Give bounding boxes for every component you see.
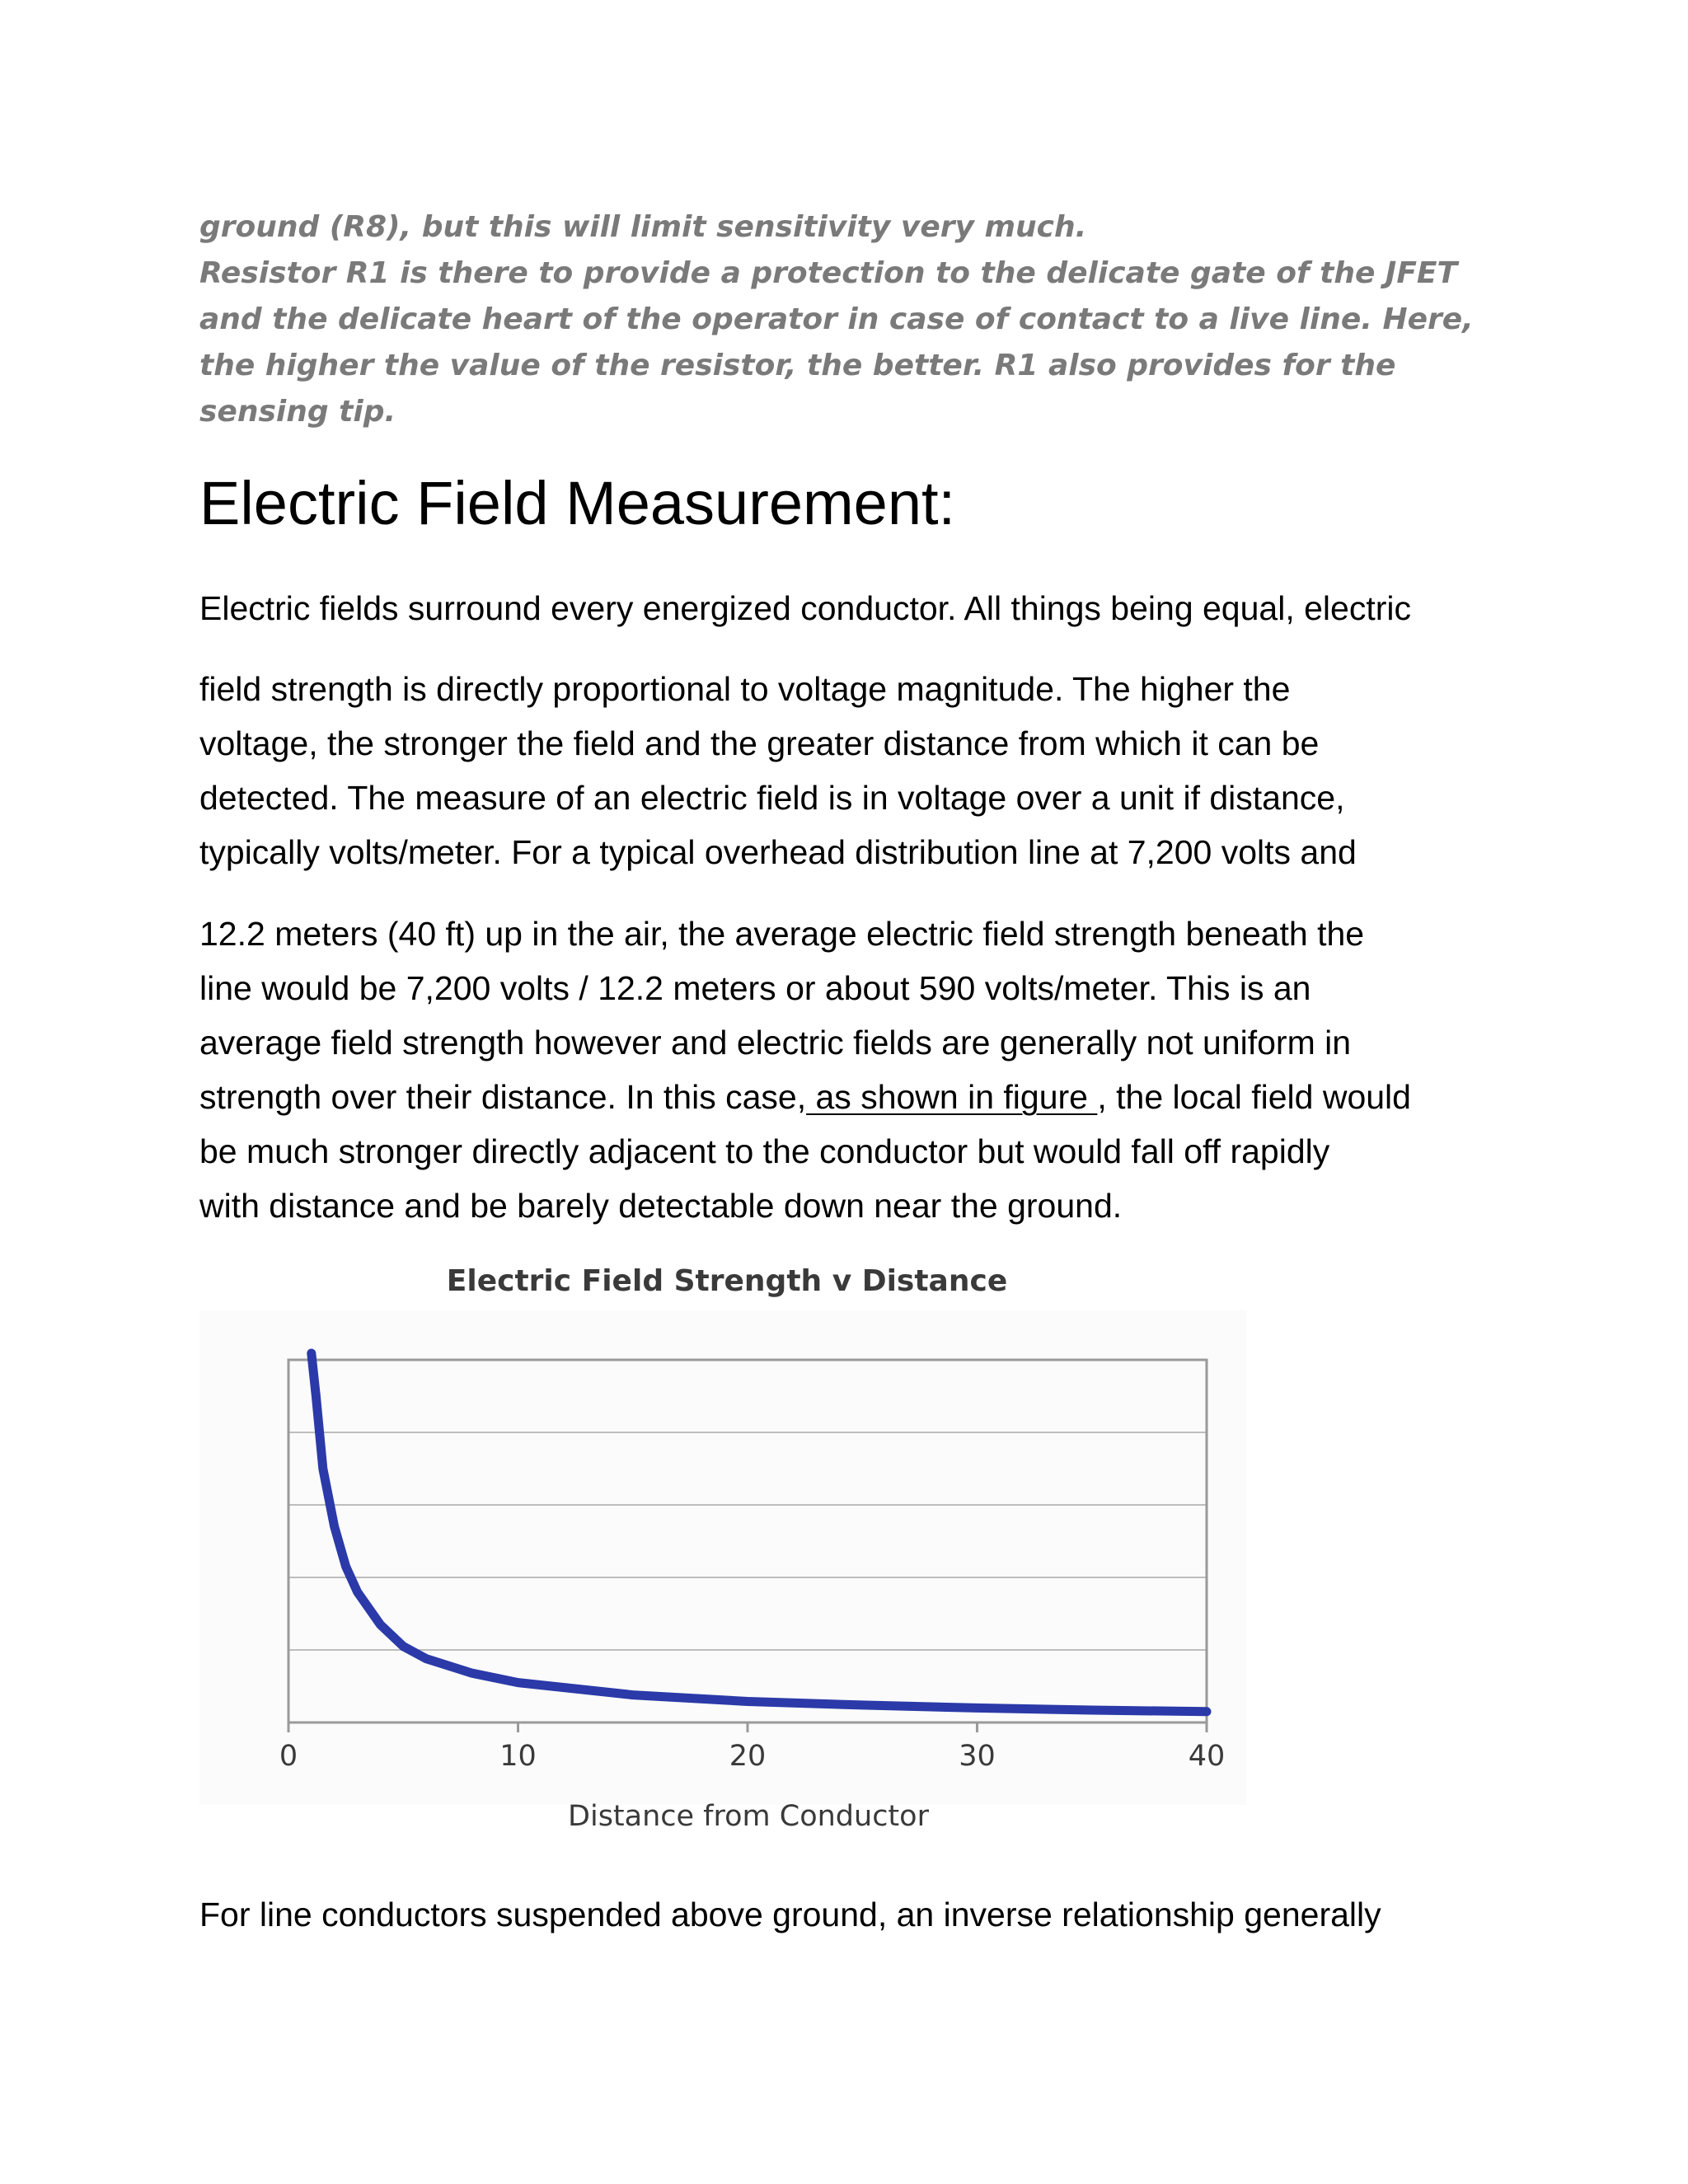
x-tick-label: 20 <box>729 1740 767 1773</box>
intro-line: ground (R8), but this will limit sensitivity very much. <box>199 210 1087 244</box>
x-tick-label: 40 <box>1188 1740 1226 1773</box>
body-line: Electric fields surround every energized conductor. All things being equal, electric <box>199 589 1411 627</box>
x-tick-label: 0 <box>279 1740 298 1773</box>
body-line: typically volts/meter. For a typical overhead distribution line at 7,200 volts and <box>199 833 1357 871</box>
intro-paragraph: Resistor R1 is there to provide a protection to the delicate gate of the JFET and the delicate heart of the operator in case of contact to a live line. Here, the higher the value of the resistor, the better. R1 also provides for the sensing tip. <box>199 256 1474 429</box>
intro-text <box>199 204 1518 435</box>
body-text: strength over their distance. In this case, <box>199 1078 807 1116</box>
x-tick-label: 30 <box>959 1740 996 1773</box>
figure-reference-link[interactable]: as shown in figure <box>806 1078 1098 1116</box>
closing-line: For line conductors suspended above ground, an inverse relationship generally <box>199 1896 1381 1933</box>
body-line: 12.2 meters (40 ft) up in the air, the average electric field strength beneath the <box>199 915 1365 953</box>
body-text: , the local field would <box>1097 1078 1411 1116</box>
body-line: be much stronger directly adjacent to the conductor but would fall off rapidly <box>199 1132 1330 1170</box>
body-line: with distance and be barely detectable down near the ground. <box>199 1187 1123 1225</box>
x-axis-label: Distance from Conductor <box>568 1800 929 1833</box>
body-line: field strength is directly proportional to voltage magnitude. The higher the <box>199 670 1291 708</box>
body-line-with-link <box>199 1076 1411 1118</box>
body-line: line would be 7,200 volts / 12.2 meters or about 590 volts/meter. This is an <box>199 969 1311 1007</box>
body-line: voltage, the stronger the field and the greater distance from which it can be <box>199 724 1320 762</box>
electric-field-chart <box>199 1261 1246 1854</box>
section-heading: Electric Field Measurement: <box>199 469 956 537</box>
chart-background <box>199 1310 1246 1805</box>
body-line: detected. The measure of an electric field is in voltage over a unit if distance, <box>199 779 1345 817</box>
x-tick-label: 10 <box>499 1740 537 1773</box>
chart-svg <box>199 1261 1246 1854</box>
chart-title: Electric Field Strength v Distance <box>446 1264 1008 1298</box>
body-line: average field strength however and electric fields are generally not uniform in <box>199 1024 1352 1062</box>
